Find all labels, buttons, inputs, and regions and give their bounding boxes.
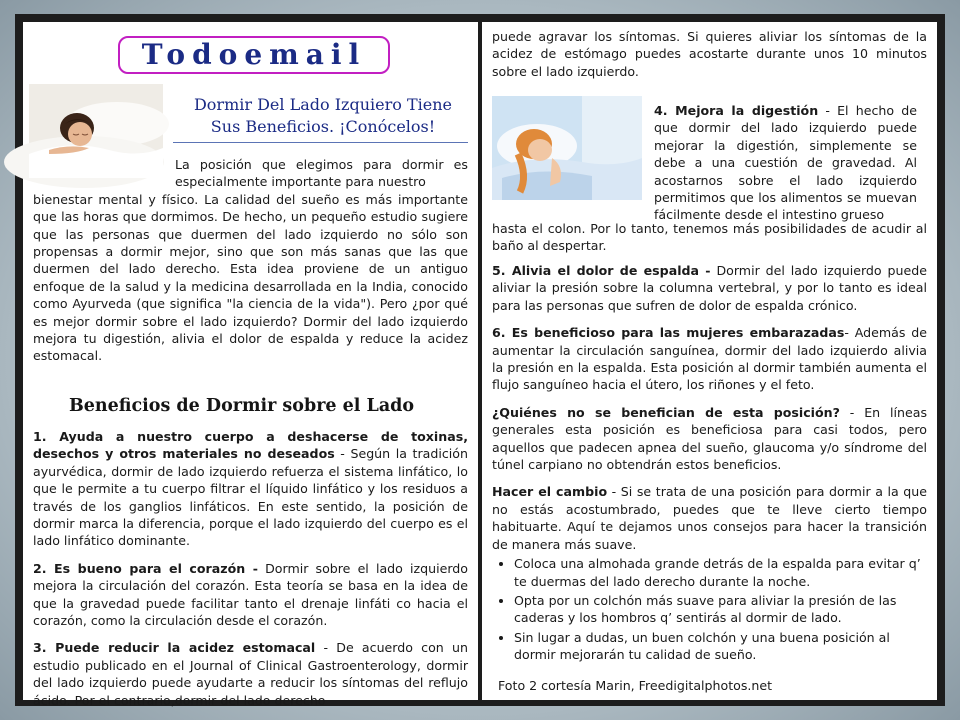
list-item: • Opta por un colchón más suave para aliviar la presión de las caderas y los hombros q’ sentirás al dormir de lado.: [514, 592, 927, 627]
benefit-title: 4. Mejora la digestión: [654, 103, 819, 118]
benefit-title: ¿Quiénes no se benefician de esta posición?: [492, 404, 840, 420]
intro-block: [33, 156, 468, 365]
benefit-title: 2. Es bueno para el corazón -: [33, 560, 258, 576]
benefit-text: - Además de aumentar la circulación sanguínea, dormir del lado izquierdo alivia la presión en la espalda. Esta posición al dormir también aumenta el flujo sanguíneo hacia el útero, los riñones y el feto.: [492, 325, 927, 393]
section-title: Beneficios de Dormir sobre el Lado: [69, 396, 415, 416]
photo-credit: Foto 2 cortesía Marin, Freedigitalphotos.net: [498, 677, 773, 693]
benefit-text: - De acuerdo con un estudio publicado en el Journal of Clinical Gastroenterology, dormir del lado izquierdo puede ayudarte a reducir los síntomas del reflujo ácido. Por el contrario,dormir del lado derecho: [33, 640, 468, 708]
right-column: [482, 22, 937, 700]
benefit-title: 1. Ayuda a nuestro cuerpo a deshacerse de toxinas, desechos y otros materiales no deseados: [33, 429, 468, 462]
benefit-item-4: [654, 102, 917, 224]
benefit-text: Dormir sobre el lado izquierdo mejora la circulación del corazón. Esta teoría se basa en la idea de que la gravedad puede facilitar tanto el drenaje linfáti co hacia el corazón, como la circulación desde el corazón.: [33, 560, 468, 629]
masthead-logo: Todoemail: [118, 36, 390, 74]
list-item: • Sin lugar a dudas, un buen colchón y una buena posición al dormir mejorarán tu calidad de sueño.: [514, 629, 927, 664]
right-benefits-list: [492, 262, 927, 693]
list-item: • Coloca una almohada grande detrás de la espalda para evitar q’ te duermas del lado derecho durante la noche.: [514, 555, 927, 590]
benefit-item-5: [492, 262, 927, 314]
left-column: [23, 22, 478, 708]
who-not-benefit: [492, 404, 927, 474]
benefit-text: - En líneas generales esta posición es beneficiosa para casi todos, pero aquellos que padecen apnea del sueño, glaucoma y/o síndrome del túnel carpiano no obtendrán estos beneficios.: [492, 404, 928, 473]
make-the-change: [492, 483, 927, 553]
benefit-title: 6. Es beneficioso para las mujeres embarazadas: [492, 325, 845, 341]
continued-text: puede agravar los síntomas. Si quieres aliviar los síntomas de la acidez de estómago puedes acostarte durante unos 10 minutos sobre el lado izquierdo.: [492, 29, 927, 79]
article-headline: Dormir Del Lado Izquiero Tiene Sus Beneficios. ¡Conócelos!: [193, 95, 453, 136]
left-benefits-list: [33, 428, 468, 719]
sleeping-woman-photo: [492, 96, 642, 200]
intro-wrapped-text: La posición que elegimos para dormir es especialmente importante para nuestro: [175, 157, 468, 190]
intro-text: bienestar mental y físico. La calidad del sueño es más importante que las horas que dormimos. De hecho, un pequeño estudio sugiere que las personas que duermen del lado izquierdo no sólo son propensas a dormir mejor, sino que son más sanas que las que duermen del lado derecho. Esta idea proviene de un antiguo enfoque de la salud y la medicina desarrollada en la India, conocido como Ayurveda (que significa "la ciencia de la vida"). Pero ¿por qué es mejor dormir sobre el lado izquierdo? Dormir del lado izquierdo mejora tu digestión, alivia el dolor de espalda y reduce la acidez estomacal.: [33, 191, 468, 364]
benefit-item-4-continued: hasta el colon. Por lo tanto, tenemos más posibilidades de acudir al baño al despertar.: [492, 221, 927, 254]
sleeping-woman-illustration: [492, 96, 642, 200]
benefit-text: Dormir del lado izquierdo puede aliviar la presión sobre la columna vertebral, y por lo tanto es ideal para las personas que sufren de dolor de espalda crónico.: [492, 263, 927, 313]
benefit-text: - Si se trata de una posición para dormir a la que no estás acostumbrado, puedes que te lleve cierto tiempo habituarte. Aquí te dejamos unos consejos para hacer la transición de manera más suave.: [492, 484, 928, 552]
benefit-item-1: [33, 428, 468, 550]
benefit-text: - Según la tradición ayurvédica, dormir de lado izquierdo refuerza el sistema linfático, lo que le permite a tu cuerpo filtrar el líquido linfático y los residuos a través de los ganglios linfáticos. En este sentido, la posición de dormir marca la diferencia, porque el lado izquierdo del cuerpo es el lado linfático dominante.: [33, 446, 468, 549]
benefit-item-3: [33, 639, 468, 709]
page-frame: [15, 14, 945, 706]
tips-list: [514, 555, 927, 663]
benefit-title: 5. Alivia el dolor de espalda -: [492, 263, 711, 278]
benefit-title: 3. Puede reducir la acidez estomacal: [33, 640, 316, 656]
benefit-title: Hacer el cambio: [492, 484, 608, 500]
benefit-text: - El hecho de que dormir del lado izquierdo puede mejorar la digestión, simplemente se debe a una cuestión de gravedad. Al acostarnos sobre el lado izquierdo permitimos que los alimentos se muevan fácilmente desde el intestino grueso: [654, 103, 917, 223]
benefit-item-6: [492, 324, 927, 394]
benefit-item-2: [33, 560, 468, 630]
headline-divider: [173, 142, 468, 143]
